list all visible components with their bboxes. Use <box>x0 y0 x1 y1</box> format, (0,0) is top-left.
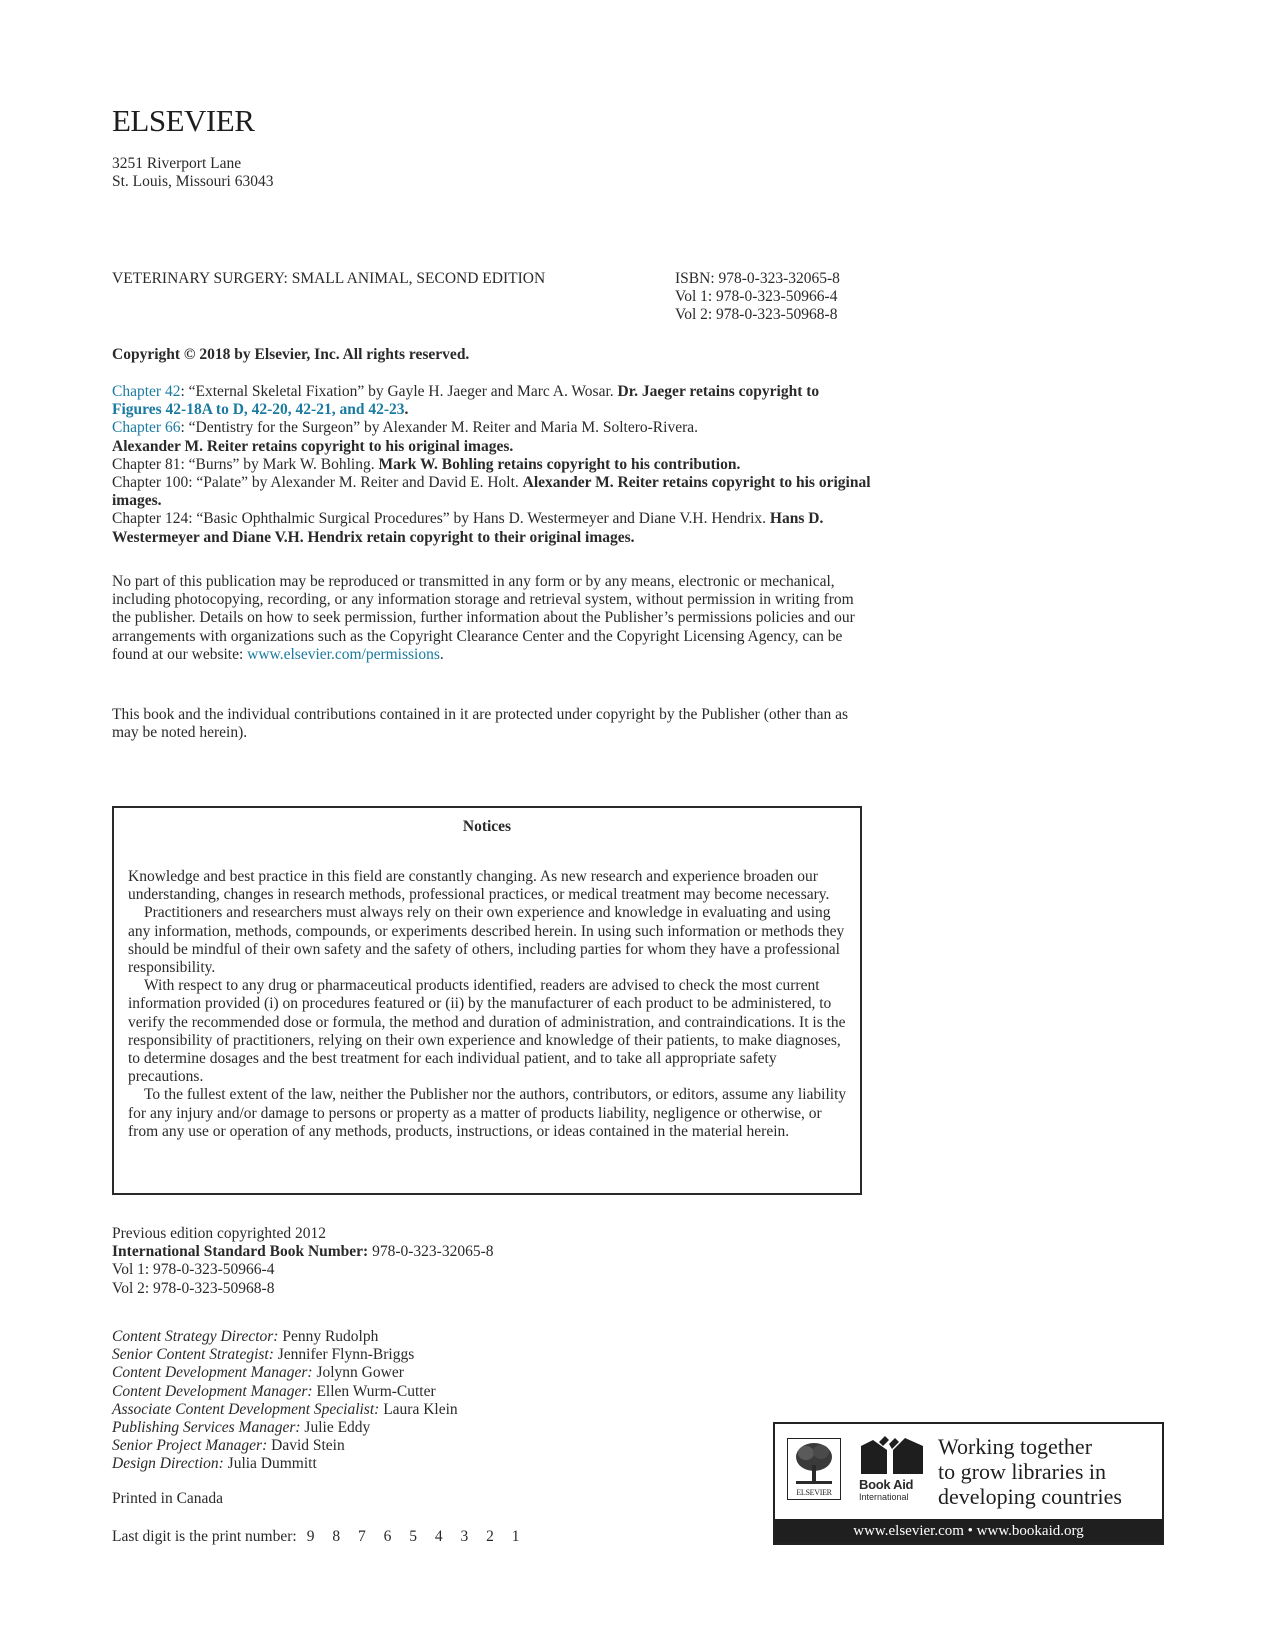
notices-box <box>112 806 862 1195</box>
notices-title: Notices <box>462 818 512 835</box>
credits-list <box>112 1328 458 1474</box>
credit-item <box>112 1455 458 1473</box>
credit-name: Julie Eddy <box>300 1419 371 1437</box>
credit-item <box>112 1437 458 1455</box>
isbn-label: International Standard Book Number: <box>112 1243 369 1261</box>
tagline-line-3: developing countries <box>938 1484 1122 1509</box>
chapter-81-text: Chapter 81: “Burns” by Mark W. Bohling. <box>112 455 379 473</box>
elsevier-logo-text: ELSEVIER <box>112 103 255 138</box>
credit-name: Julia Dummitt <box>223 1455 317 1473</box>
credit-role: Content Strategy Director: <box>112 1328 279 1345</box>
tree-icon <box>788 1439 840 1487</box>
chapter-124-note <box>112 510 872 546</box>
book-aid-label: Book Aid <box>859 1477 914 1492</box>
protection-paragraph: This book and the individual contributions contained in it are protected under copyright by the Publisher (other than as may be noted herein). <box>112 706 849 742</box>
chapter-100-bold: Alexander M. Reiter retains copyright to his original images. <box>112 474 871 510</box>
credit-item <box>112 1419 458 1437</box>
credit-item <box>112 1346 458 1364</box>
notices-paragraph-3: With respect to any drug or pharmaceutical products identified, readers are advised to check the most current information provided (i) on procedures featured or (ii) by the manufacturer of each product to be administered, to verify the recommended dose or formula, the method and duration of administration, and contraindications. It is the responsibility of practitioners, relying on their own experience and knowledge of their patients, to make diagnoses, to determine dosages and the best treatment for each individual patient, and to take all appropriate safety precautions. <box>128 977 846 1086</box>
chapter-100-text: Chapter 100: “Palate” by Alexander M. Reiter and David E. Holt. <box>112 474 523 492</box>
isbn-block <box>675 270 875 325</box>
notices-paragraph-1: Knowledge and best practice in this field are constantly changing. As new research and experience broaden our understanding, changes in research methods, professional practices, or medical treatment may become necessary. <box>128 868 830 904</box>
chapter-66-text: : “Dentistry for the Surgeon” by Alexander M. Reiter and Maria M. Soltero-Rivera. <box>180 419 698 437</box>
isbn-line <box>112 1243 494 1261</box>
credit-item <box>112 1364 458 1382</box>
tagline-line-2: to grow libraries in <box>938 1459 1107 1484</box>
figures-42-link[interactable]: Figures 42-18A to D, 42-20, 42-21, and 42-23 <box>112 401 405 419</box>
elsevier-tree-label: ELSEVIER <box>796 1488 832 1497</box>
book-aid-footer-urls[interactable]: www.elsevier.com • www.bookaid.org <box>775 1519 1162 1543</box>
credit-item <box>112 1401 458 1419</box>
chapter-81-bold: Mark W. Bohling retains copyright to his contribution. <box>378 455 741 473</box>
book-aid-hands-icon <box>859 1436 925 1476</box>
book-aid-international-label: International <box>859 1492 909 1502</box>
isbn-vol1: Vol 1: 978-0-323-50966-4 <box>675 288 838 306</box>
chapter-66-link[interactable]: Chapter 66 <box>112 419 181 437</box>
credit-role: Associate Content Development Specialist: <box>112 1400 380 1418</box>
credit-role: Content Development Manager: <box>112 1364 313 1382</box>
print-number-digits: 9 8 7 6 5 4 3 2 1 <box>306 1528 520 1545</box>
book-aid-tagline <box>938 1434 1122 1509</box>
chapter-66-note <box>112 419 872 455</box>
printed-in: Printed in Canada <box>112 1490 224 1507</box>
print-number-label: Last digit is the print number: <box>112 1528 297 1545</box>
chapter-100-note <box>112 474 872 510</box>
credit-role: Senior Content Strategist: <box>112 1346 274 1364</box>
credit-item <box>112 1383 458 1401</box>
chapter-124-bold: Hans D. Westermeyer and Diane V.H. Hendrix retain copyright to their original images. <box>112 510 824 546</box>
credit-name: Ellen Wurm-Cutter <box>312 1382 436 1400</box>
edition-vol2: Vol 2: 978-0-323-50968-8 <box>112 1279 275 1297</box>
notices-paragraph-4: To the fullest extent of the law, neither the Publisher nor the authors, contributors, or editors, assume any liability for any injury and/or damage to persons or property as a matter of products liability, negligence or otherwise, or from any use or operation of any methods, products, instructions, or ideas contained in the material herein. <box>128 1086 847 1140</box>
credit-name: Jennifer Flynn-Briggs <box>273 1346 415 1364</box>
previous-edition: Previous edition copyrighted 2012 <box>112 1225 326 1242</box>
isbn-value: 978-0-323-32065-8 <box>368 1243 494 1261</box>
tagline-line-1: Working together <box>938 1434 1093 1459</box>
chapter-42-bold: Dr. Jaeger retains copyright to <box>617 383 820 400</box>
notices-paragraph-2: Practitioners and researchers must always rely on their own experience and knowledge in evaluating and using any information, methods, compounds, or experiments described herein. In using such information or methods they should be mindful of their own safety and the safety of others, including parties for whom they have a professional responsibility. <box>128 904 845 977</box>
credit-role: Senior Project Manager: <box>112 1437 268 1455</box>
chapter-42-end: . <box>404 401 409 419</box>
address-line-1: 3251 Riverport Lane <box>112 155 242 172</box>
edition-info <box>112 1225 494 1298</box>
print-number-line <box>112 1528 519 1546</box>
chapter-42-text: : “External Skeletal Fixation” by Gayle H. Jaeger and Marc A. Wosar. <box>180 383 618 400</box>
credit-name: Jolynn Gower <box>312 1364 404 1382</box>
credit-role: Design Direction: <box>112 1455 224 1473</box>
copyright-line: Copyright © 2018 by Elsevier, Inc. All rights reserved. <box>112 346 470 363</box>
chapter-42-note <box>112 383 872 419</box>
permissions-paragraph <box>112 573 872 664</box>
book-aid-logo <box>859 1436 929 1506</box>
credit-name: Laura Klein <box>379 1400 458 1418</box>
isbn-vol2: Vol 2: 978-0-323-50968-8 <box>675 306 838 324</box>
chapter-124-text: Chapter 124: “Basic Ophthalmic Surgical Procedures” by Hans D. Westermeyer and Diane V.H. Hendrix. <box>112 510 770 528</box>
credit-name: David Stein <box>267 1437 345 1455</box>
chapter-81-note <box>112 456 872 474</box>
book-aid-banner <box>773 1422 1164 1545</box>
address-line-2: St. Louis, Missouri 63043 <box>112 173 274 191</box>
chapter-copyright-notes <box>112 383 872 547</box>
credit-role: Publishing Services Manager: <box>112 1419 301 1437</box>
edition-vol1: Vol 1: 978-0-323-50966-4 <box>112 1261 275 1279</box>
permissions-text: No part of this publication may be reproduced or transmitted in any form or by any means, electronic or mechanical, including photocopying, recording, or any information storage and retrieval system, without permission in writing from the publisher. Details on how to seek permission, further information about the Publisher’s permissions policies and our arrangements with organizations such as the Copyright Clearance Center and the Copyright Licensing Agency, can be found at our website: <box>112 573 855 663</box>
isbn-main: ISBN: 978-0-323-32065-8 <box>675 270 840 287</box>
notices-body <box>128 868 850 1141</box>
chapter-42-link[interactable]: Chapter 42 <box>112 383 181 400</box>
permissions-link[interactable]: www.elsevier.com/permissions <box>247 645 440 663</box>
publisher-address <box>112 155 273 191</box>
permissions-end: . <box>439 645 444 663</box>
elsevier-tree-logo-icon <box>787 1438 841 1500</box>
chapter-66-bold: Alexander M. Reiter retains copyright to his original images. <box>112 437 514 455</box>
credit-name: Penny Rudolph <box>278 1328 379 1345</box>
credit-role: Content Development Manager: <box>112 1382 313 1400</box>
book-title: VETERINARY SURGERY: SMALL ANIMAL, SECOND EDITION <box>112 270 546 287</box>
credit-item <box>112 1328 458 1346</box>
